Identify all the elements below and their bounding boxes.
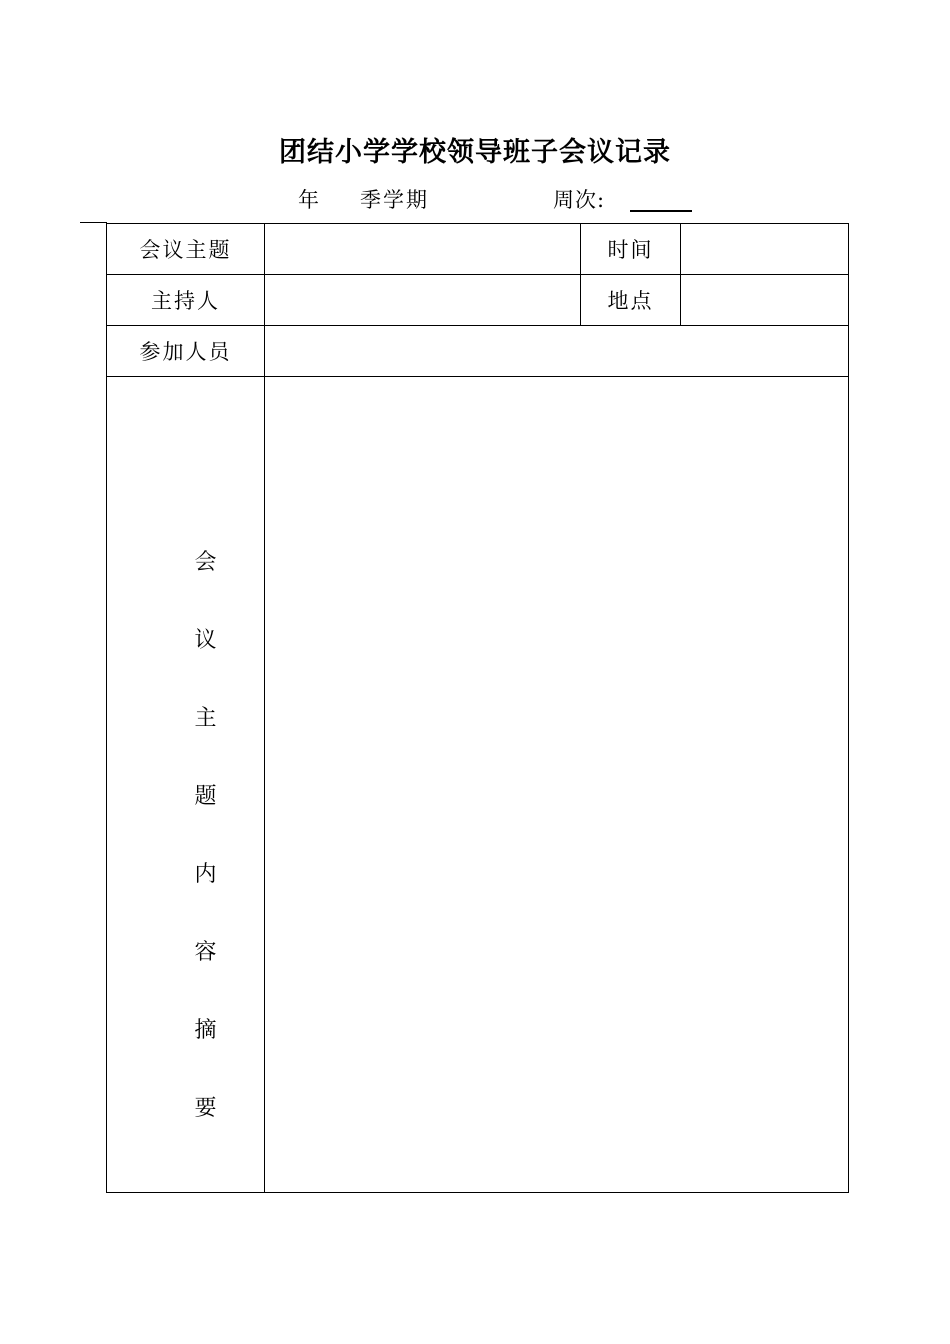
table-row-host bbox=[107, 275, 849, 326]
summary-vertical-label bbox=[107, 398, 264, 1172]
table-stub-line bbox=[80, 222, 107, 223]
summary-label-char: 主 bbox=[194, 705, 217, 731]
summary-label-char: 摘 bbox=[194, 1017, 217, 1043]
attendees-label: 参加人员 bbox=[107, 326, 265, 377]
summary-label-char: 要 bbox=[194, 1095, 217, 1121]
summary-content-field[interactable] bbox=[265, 377, 849, 1193]
summary-label-char: 题 bbox=[194, 783, 217, 809]
summary-label-char: 议 bbox=[194, 627, 217, 653]
table-row-topic bbox=[107, 224, 849, 275]
host-label: 主持人 bbox=[107, 275, 265, 326]
meeting-record-table bbox=[106, 223, 849, 1193]
document-title: 团结小学学校领导班子会议记录 bbox=[279, 137, 671, 168]
table-row-summary bbox=[107, 377, 849, 1193]
time-label: 时间 bbox=[581, 224, 681, 275]
topic-label: 会议主题 bbox=[107, 224, 265, 275]
topic-field[interactable] bbox=[265, 224, 581, 275]
subtitle-week-label: 周次: bbox=[553, 188, 606, 212]
summary-label-char: 会 bbox=[194, 549, 217, 575]
host-field[interactable] bbox=[265, 275, 581, 326]
summary-label-cell bbox=[107, 377, 265, 1193]
table-row-attendees bbox=[107, 326, 849, 377]
summary-label-char: 内 bbox=[194, 861, 217, 887]
time-field[interactable] bbox=[681, 224, 849, 275]
week-blank-line[interactable] bbox=[630, 210, 692, 212]
place-field[interactable] bbox=[681, 275, 849, 326]
subtitle-term-label: 季学期 bbox=[360, 188, 429, 212]
summary-label-char: 容 bbox=[194, 939, 217, 965]
attendees-field[interactable] bbox=[265, 326, 849, 377]
place-label: 地点 bbox=[581, 275, 681, 326]
subtitle-year-label: 年 bbox=[298, 188, 319, 212]
